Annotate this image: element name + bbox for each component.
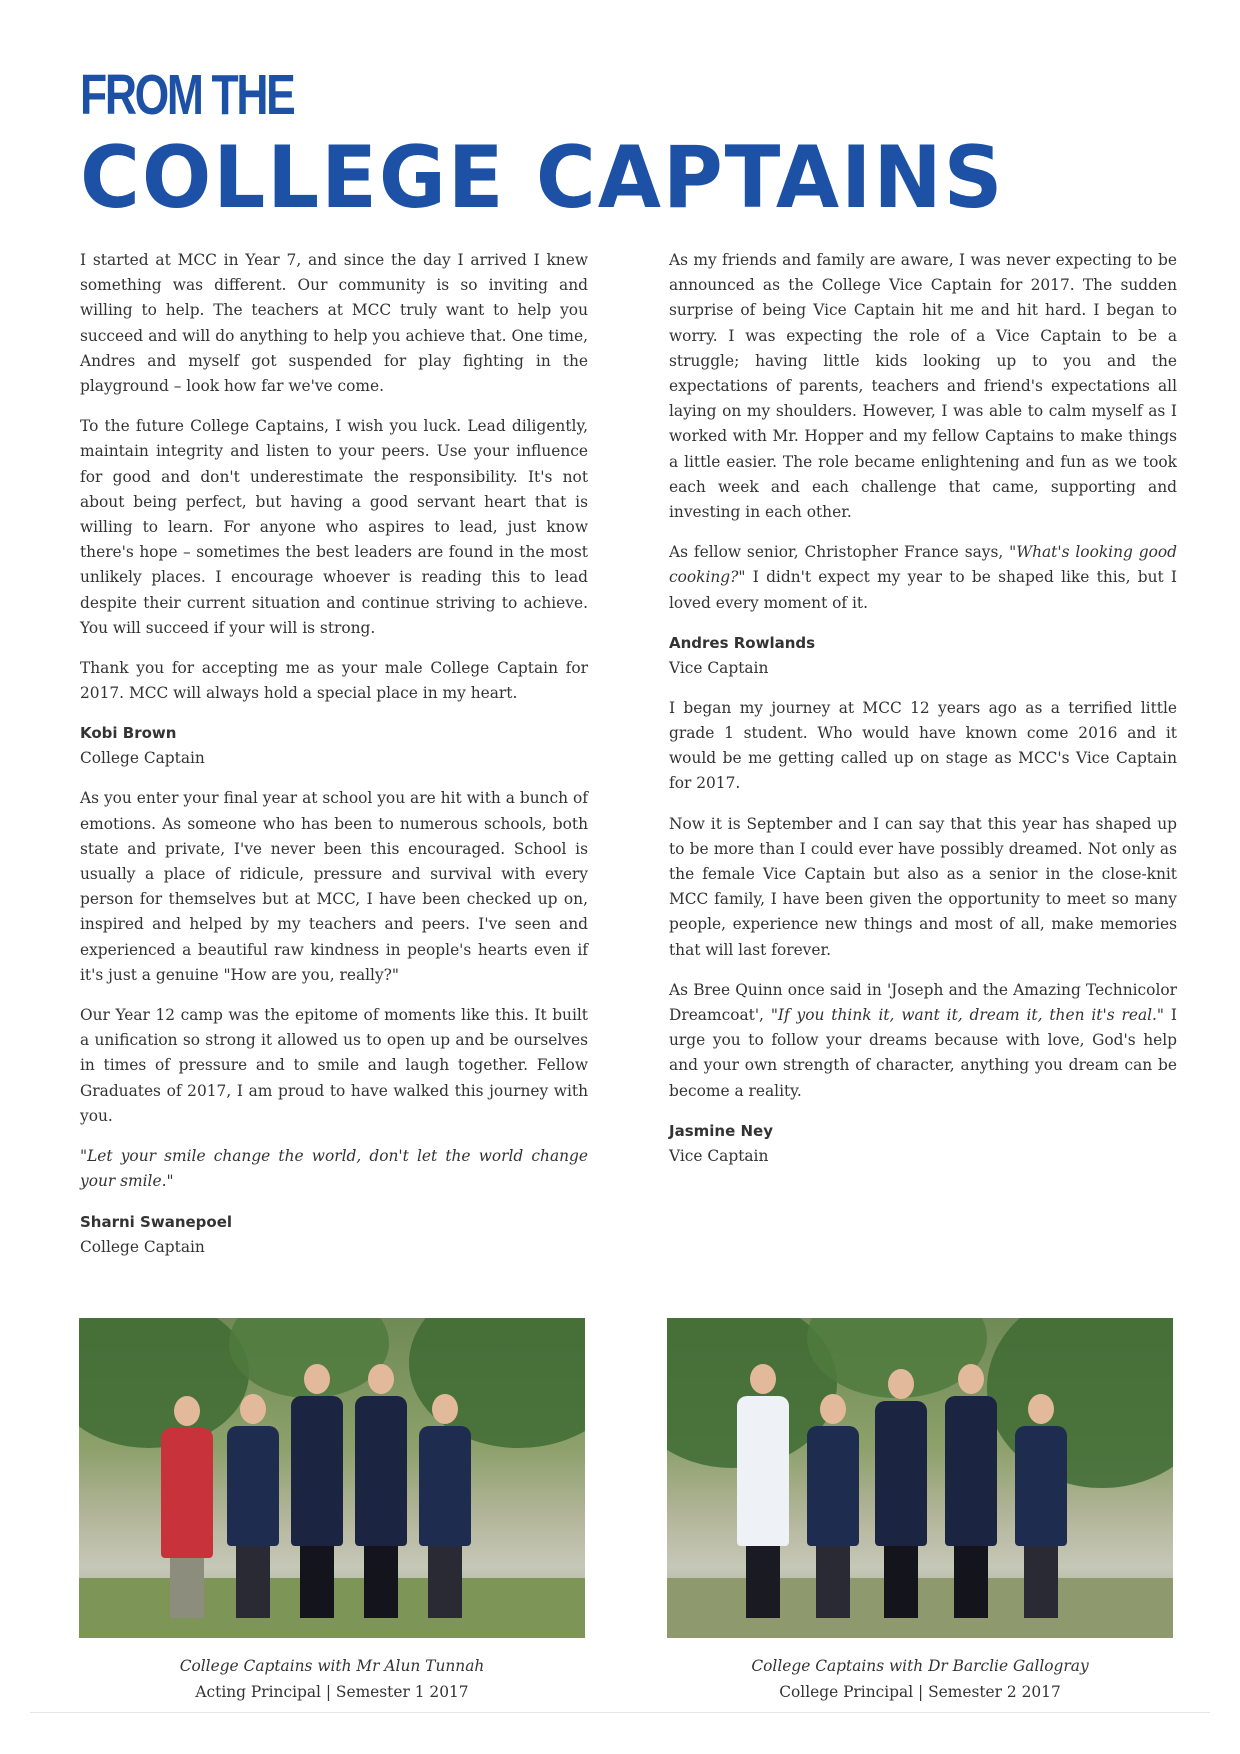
caption-subtitle: College Principal | Semester 2 2017 <box>779 1683 1061 1701</box>
caption-subtitle: Acting Principal | Semester 1 2017 <box>195 1683 469 1701</box>
person-figure <box>807 1394 859 1618</box>
signature-andres <box>669 631 1177 681</box>
text-run: I urge you to follow your dreams because with love, God's help and your own strength of character, anything you dream can be become a reality. <box>669 1006 1177 1100</box>
left-paragraph-5: Our Year 12 camp was the epitome of moments like this. It built a unification so strong it allowed us to open up and be ourselves in times of pressure and to smile and laugh together. Fellow Graduates of 2017, I am proud to have walked this journey with you. <box>80 1006 588 1125</box>
photo-caption-1 <box>79 1653 585 1705</box>
group-photo-semester-1 <box>79 1318 585 1638</box>
left-paragraph-2: To the future College Captains, I wish you luck. Lead diligently, maintain integrity and listen to your peers. Use your influence for good and don't underestimate the responsibility. It's not about being perfect, but having a good servant heart that is willing to learn. For anyone who aspires to lead, just know there's hope – sometimes the best leaders are found in the most unlikely places. I encourage whoever is reading this to lead despite their current situation and continue striving to achieve. You will succeed if your will is strong. <box>80 417 588 637</box>
person-figure <box>945 1364 997 1618</box>
text-run: As Bree Quinn once said in 'Joseph and the Amazing Technicolor Dreamcoat', <box>669 980 1177 1025</box>
signature-name: Sharni Swanepoel <box>80 1212 233 1231</box>
heading-line-1: FROM THE <box>80 63 294 127</box>
right-paragraph-1: As my friends and family are aware, I was never expecting to be announced as the College Vice Captain for 2017. The sudden surprise of being Vice Captain hit me and hit hard. I began to worry. I was expecting the role of a Vice Captain to be a struggle; having little kids looking up to you and the expectations of parents, teachers and friend's expectations all laying on my shoulders. However, I was able to calm myself as I worked with Mr. Hopper and my fellow Captains to make things a little easier. The role became enlightening and fun as we took each week and each challenge that came, supporting and investing in each other. <box>669 251 1177 522</box>
inline-quote: "What's looking good cooking?" <box>669 543 1177 587</box>
text-run: As fellow senior, Christopher France says, <box>669 543 1010 562</box>
page-heading <box>80 62 1053 226</box>
group-photo-semester-2 <box>667 1318 1173 1638</box>
inline-quote: "If you think it, want it, dream it, then it's real." <box>770 1006 1165 1025</box>
signature-role: Vice Captain <box>669 658 769 677</box>
left-paragraph-3: Thank you for accepting me as your male College Captain for 2017. MCC will always hold a special place in my heart. <box>80 659 588 703</box>
signature-sharni <box>80 1210 588 1260</box>
right-column <box>669 248 1177 1184</box>
caption-title: College Captains with Dr Barclie Gallogray <box>751 1657 1089 1675</box>
right-paragraph-2 <box>669 540 1177 616</box>
person-figure <box>227 1394 279 1618</box>
person-figure <box>875 1369 927 1618</box>
person-figure <box>161 1396 213 1618</box>
right-paragraph-4: Now it is September and I can say that this year has shaped up to be more than I could ever have possibly dreamed. Not only as the female Vice Captain but also as a senior in the close-knit MCC family, I have been given the opportunity to meet so many people, experience new things and most of all, make memories that will last forever. <box>669 814 1177 959</box>
signature-name: Jasmine Ney <box>669 1121 773 1140</box>
person-figure <box>1015 1394 1067 1618</box>
left-paragraph-1: I started at MCC in Year 7, and since the day I arrived I knew something was different. Our community is so inviting and willing to help. The teachers at MCC truly want to help you succeed and will do anything to help you achieve that. One time, Andres and myself got suspended for play fighting in the playground – look how far we've come. <box>80 251 588 396</box>
person-figure <box>355 1364 407 1618</box>
signature-name: Andres Rowlands <box>669 633 816 652</box>
photo-caption-2 <box>667 1653 1173 1705</box>
caption-title: College Captains with Mr Alun Tunnah <box>179 1657 485 1675</box>
footer-rule <box>30 1712 1210 1713</box>
signature-name: Kobi Brown <box>80 724 177 743</box>
left-column <box>80 248 588 1275</box>
right-paragraph-3: I began my journey at MCC 12 years ago as a terrified little grade 1 student. Who would have known come 2016 and it would be me getting called up on stage as MCC's Vice Captain for 2017. <box>669 698 1177 793</box>
person-figure <box>291 1364 343 1618</box>
person-figure <box>419 1394 471 1618</box>
right-paragraph-5 <box>669 978 1177 1104</box>
signature-role: College Captain <box>80 749 205 768</box>
signature-jasmine <box>669 1119 1177 1169</box>
text-run: I didn't expect my year to be shaped like this, but I loved every moment of it. <box>669 568 1177 612</box>
person-figure <box>737 1364 789 1618</box>
left-paragraph-4: As you enter your final year at school you are hit with a bunch of emotions. As someone who has been to numerous schools, both state and private, I've never been this encouraged. School is usually a place of ridicule, pressure and survival with every person for themselves but at MCC, I have been checked up on, inspired and helped by my teachers and peers. I've seen and experienced a beautiful raw kindness in people's hearts even if it's just a genuine "How are you, really?" <box>80 789 588 984</box>
signature-role: Vice Captain <box>669 1146 769 1165</box>
signature-role: College Captain <box>80 1237 205 1256</box>
signature-kobi <box>80 721 588 771</box>
heading-line-2: COLLEGE CAPTAINS <box>80 128 1005 228</box>
left-quote: "Let your smile change the world, don't let the world change your smile." <box>80 1147 588 1191</box>
